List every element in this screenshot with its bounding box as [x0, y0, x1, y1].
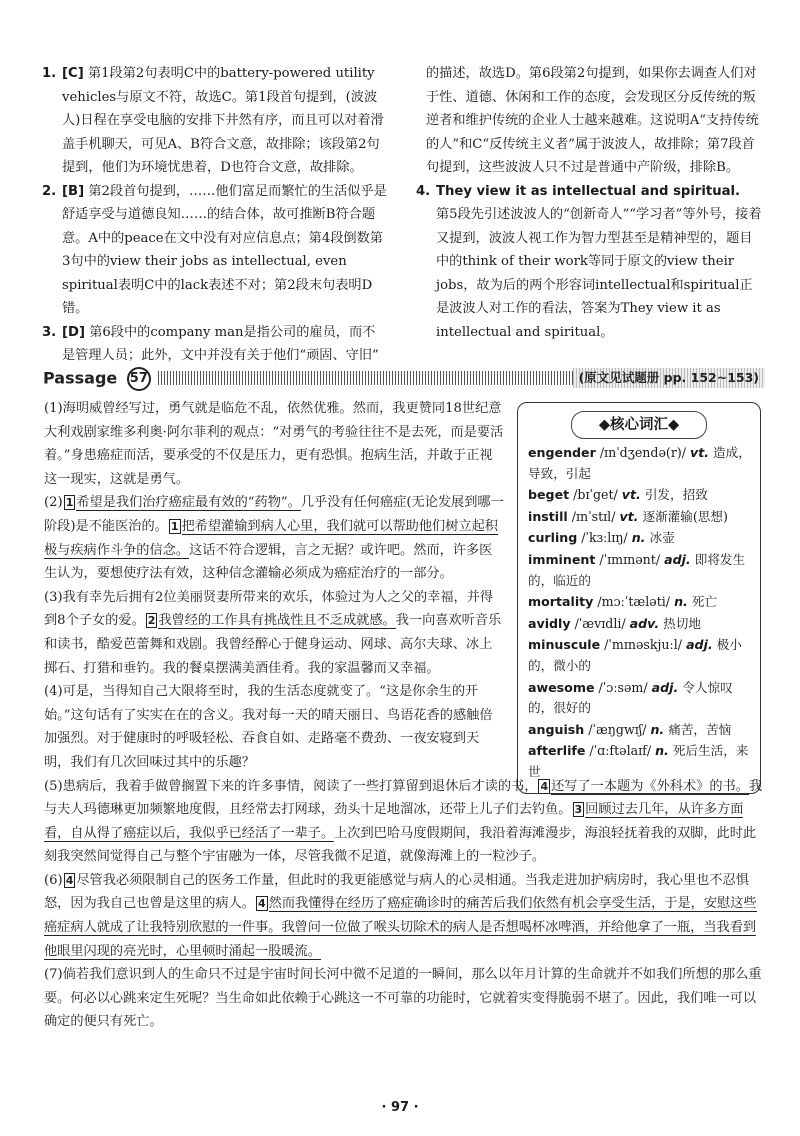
vocab-meaning: 死亡 — [691, 594, 718, 610]
underlined-sentence: 回顾过去几年，从许多方面看，自从得了癌症以后，我似乎已经活了一辈子。 — [44, 802, 744, 841]
question-marker: 1 — [170, 519, 179, 533]
question-marker: 2 — [147, 614, 156, 628]
answer-text: 第1段第2句表明C中的battery-powered utility vehicles与原文不符，故选C。第1段首句提到，(波波人)日程在享受电脑的安排下井然有序，而且可以对着滑盖手机聊天，可见A、B符合文意，故排除；该段第2句提到，他们为环境忧患着，D也符合文意，故排除。 — [62, 66, 384, 175]
vocab-part-of-speech: vt. — [619, 508, 639, 524]
vocab-meaning: 冰壶 — [649, 530, 675, 546]
answer-item-1 — [42, 62, 388, 180]
vocab-word: imminent — [528, 551, 596, 567]
paragraph-4: (4)可是，当得知自己大限将至时，我的生活态度就变了。“这是你余生的开始。”这句话有了实实在在的含义。我对每一天的晴天丽日、鸟语花香的感触倍加强烈。对于健康时的呼吸轻松、吞食自如、走路毫不费劲、一夜安寝到天明，我们有几次回味过其中的乐趣？ — [44, 684, 493, 770]
answer-key: [B] — [62, 183, 85, 199]
answer-key: They view it as intellectual and spiritual. — [436, 183, 741, 199]
paragraph-5: (5)患病后，我着手做曾搁置下来的许多事情，阅读了一些打算留到退休后才读的书， 4 还写了一本题为《外科术》的书。我与夫人玛德琳更加频繁地度假，且经常去打网球，劲头十足地溜冰，还带上儿子们去钓鱼。 3 回顾过去几年，从许多方面看，自从得了癌症以后，我似乎已经活了一辈子。上次到巴哈马度假期间，我沿着海滩漫步，海浪轻抚着我的双脚，此时此刻我突然间觉得自己与整个宇宙融为一体，尽管我微不足道，就像海滩上的一粒沙子。 — [44, 778, 763, 865]
vocab-word: instill — [528, 508, 568, 524]
vocab-part-of-speech: adj. — [664, 551, 691, 567]
underlined-sentence: 还写了一本题为《外科术》的书。 — [551, 778, 749, 794]
vocab-phonetic: /mɔːˈtæləti/ — [597, 594, 671, 610]
vocab-phonetic: /ˈæŋgwɪʃ/ — [588, 721, 647, 737]
answer-text: 第6段中的company man是指公司的雇员，而不是管理人员；此外，文中并没有关于他们“顽固、守旧” — [62, 324, 379, 363]
vocab-meaning: 造成，导致，引起 — [528, 445, 751, 481]
answer-item-4 — [416, 180, 762, 345]
vocab-word: avidly — [528, 615, 571, 631]
vocab-phonetic: /ˈɪmɪnənt/ — [599, 551, 661, 567]
vocab-phonetic: /ˈɔːsəm/ — [598, 679, 648, 695]
vocab-word: awesome — [528, 679, 595, 695]
question-marker: 3 — [574, 803, 583, 817]
vocab-word: afterlife — [528, 743, 586, 759]
answer-text: 第2段首句提到，……他们富足而繁忙的生活似乎是舒适享受与道德良知……的结合体，故可推断B符合题意。A中的peace在文中没有对应信息点；第4段倒数第3句中的view their jobs as intellectual, even spiritual表明C中的lack表述不对；第2段末句表明D错。 — [62, 183, 387, 316]
vocab-phonetic: /bɪˈget/ — [573, 487, 618, 503]
passage-title — [43, 367, 151, 391]
answer-number: 4. — [416, 183, 431, 199]
vocab-part-of-speech: n. — [631, 530, 646, 546]
vocab-word: curling — [528, 530, 578, 546]
answer-key: [C] — [62, 66, 84, 81]
vocab-part-of-speech: adj. — [686, 637, 713, 653]
question-marker: 4 — [65, 873, 74, 887]
vocab-word: minuscule — [528, 637, 601, 653]
passage-label: Passage — [43, 368, 118, 388]
decorative-stripes — [158, 371, 598, 385]
answer-item-2 — [42, 180, 388, 321]
underlined-sentence: 把希望灌输到病人心里，我们就可以帮助他们树立起积极与疾病作斗争的信念。 — [44, 518, 498, 558]
vocab-part-of-speech: n. — [655, 743, 669, 759]
paragraph-3: (3)我有幸先后拥有2位美丽贤妻所带来的欢乐，体验过为人之父的幸福，并得到8个子女的爱。 2 我曾经的工作具有挑战性且不乏成就感。我一向喜欢听音乐和读书，酷爱芭蕾舞和戏剧。我曾经醉心于健身运动、网球、高尔夫球、冰上掷石、打猎和垂钓。我的餐桌摆满美酒佳肴。我的家温馨而又幸福。 — [44, 589, 502, 676]
vocab-meaning: 热切地 — [663, 615, 701, 631]
vocab-phonetic: /ˈɑːftəlaɪf/ — [589, 743, 652, 759]
passage-header — [40, 366, 765, 390]
vocab-phonetic: /ɪnˈstɪl/ — [571, 508, 616, 524]
question-marker: 4 — [540, 779, 549, 793]
answer-key: [D] — [62, 324, 86, 340]
answer-text: 第5段先引述波波人的“创新奇人”“学习者”等外号，接着又提到，波波人视工作为智力型甚至是精神型的，题目中的think of their work等同于原文的view their jobs，故为后的两个形容词intellectual和spiritual正是波波人对工作的看法，答案为They view it as intellectual and spiritual。 — [436, 207, 762, 340]
vocab-word: mortality — [528, 594, 594, 610]
underlined-sentence: 我曾经的工作具有挑战性且不乏成就感。 — [158, 613, 396, 629]
answers-left-column — [42, 62, 388, 368]
answer-explanations — [42, 62, 762, 368]
answer-number: 3. — [42, 324, 57, 340]
vocab-meaning: 令人惊叹的，很好的 — [528, 679, 733, 716]
answer-text: 的描述，故选D。第6段第2句提到，如果你去调查人们对于性、道德、休闲和工作的态度，会发现区分反传统的叛逆者和维护传统的企业人士越来越难。这说明A“支持传统的人”和C“反传统主义者”属于波波人，故排除；第7段首句提到，这些波波人只不过是普通中产阶级，排除B。 — [426, 66, 759, 175]
vocab-part-of-speech: adj. — [651, 679, 679, 695]
answer-number: 2. — [42, 183, 57, 199]
vocab-part-of-speech: vt. — [621, 487, 641, 503]
question-marker: 1 — [65, 496, 74, 510]
vocab-meaning: 逐渐灌输(思想) — [642, 508, 728, 524]
paragraph-2: (2) 1 希望是我们治疗癌症最有效的“药物”。几乎没有任何癌症(无论发展到哪一阶段)是不能医治的。 1 把希望灌输到病人心里，我们就可以帮助他们树立起积极与疾病作斗争的信念。这话不符合逻辑，言之无据？或许吧。然而，许多医生认为，要想使疗法有效，这种信念灌输必须成为癌症治疗的一部分。 — [44, 495, 504, 582]
answer-item-3-continued — [416, 62, 762, 180]
page-number: · 97 · — [381, 1100, 419, 1115]
question-marker: 4 — [258, 897, 266, 911]
passage-translation — [44, 397, 764, 1034]
vocab-part-of-speech: n. — [650, 721, 665, 737]
vocab-meaning: 死后生活，来世 — [528, 743, 749, 779]
underlined-sentence: 希望是我们治疗癌症最有效的“药物”。 — [76, 495, 301, 511]
answer-number: 1. — [42, 66, 57, 81]
vocab-word: beget — [528, 487, 570, 503]
answer-item-3 — [42, 321, 388, 368]
vocab-phonetic: /ɪnˈdʒendə(r)/ — [599, 445, 686, 460]
vocabulary-heading: ◆核心词汇◆ — [571, 411, 707, 439]
vocab-meaning: 引发，招致 — [644, 487, 708, 503]
vocab-part-of-speech: adv. — [629, 615, 660, 631]
paragraph-1: (1)海明威曾经写过，勇气就是临危不乱，依然优雅。然而，我更赞同18世纪意大利戏剧家维多利奥·阿尔菲利的观点：“对勇气的考验往往不是去死，而是要活着。”身患癌症而活，要承受的不仅是压力，更有恐惧。抱病生活，并敢于正视这一现实，这就是勇气。 — [44, 401, 504, 487]
paragraph-6: (6) 4 尽管我必须限制自己的医务工作量，但此时的我更能感觉与病人的心灵相通。当我走进加护病房时，我心里也不忍惧怒，因为我自己也曾是这里的病人。 4 然而我懂得在经历了癌症确诊时的痛苦后我们依然有机会享受生活，于是，安慰这些癌症病人就成了让我特别欣慰的一件事。我曾问一位做了喉头切除术的病人是否想喝杯冰啤酒，并给他拿了一瓶，当我看到他眼里闪现的亮光时，心里顿时涌起一股暖流。 — [44, 872, 757, 959]
vocab-part-of-speech: vt. — [690, 445, 710, 460]
answers-right-column — [416, 62, 762, 368]
vocab-phonetic: /ˈkɜːlɪŋ/ — [581, 530, 628, 546]
vocab-word: anguish — [528, 721, 585, 737]
vocab-meaning: 即将发生的，临近的 — [528, 551, 746, 588]
passage-number-badge: 57 — [127, 367, 151, 391]
vocab-phonetic: /ˈmɪnəskjuːl/ — [604, 637, 683, 653]
vocab-meaning: 痛苦，苦恼 — [668, 721, 732, 737]
vocab-word: engender — [528, 445, 596, 460]
paragraph-7: (7)倘若我们意识到人的生命只不过是宇宙时间长河中微不足道的一瞬间，那么以年月计算的生命就并不如我们所想的那么重要。何必以心跳来定生死呢？当生命如此依赖于心跳这一不可靠的功能时，它就着实变得脆弱不堪了。因此，我们唯一可以确定的便只有死亡。 — [44, 967, 762, 1030]
underlined-sentence: 然而我懂得在经历了癌症确诊时的痛苦后我们依然有机会享受生活，于是，安慰这些癌症病人就成了让我特别欣慰的一件事。我曾问一位做了喉头切除术的病人是否想喝杯冰啤酒，并给他拿了一瓶，当我看到他眼里闪现的亮光时，心里顿时涌起一股暖流。 — [44, 896, 757, 959]
source-reference: (原文见试题册 pp. 152~153) — [573, 368, 765, 388]
vocab-phonetic: /ˈævɪdli/ — [574, 615, 626, 631]
vocab-meaning: 极小的，微小的 — [528, 637, 742, 673]
vocab-part-of-speech: n. — [674, 594, 688, 610]
